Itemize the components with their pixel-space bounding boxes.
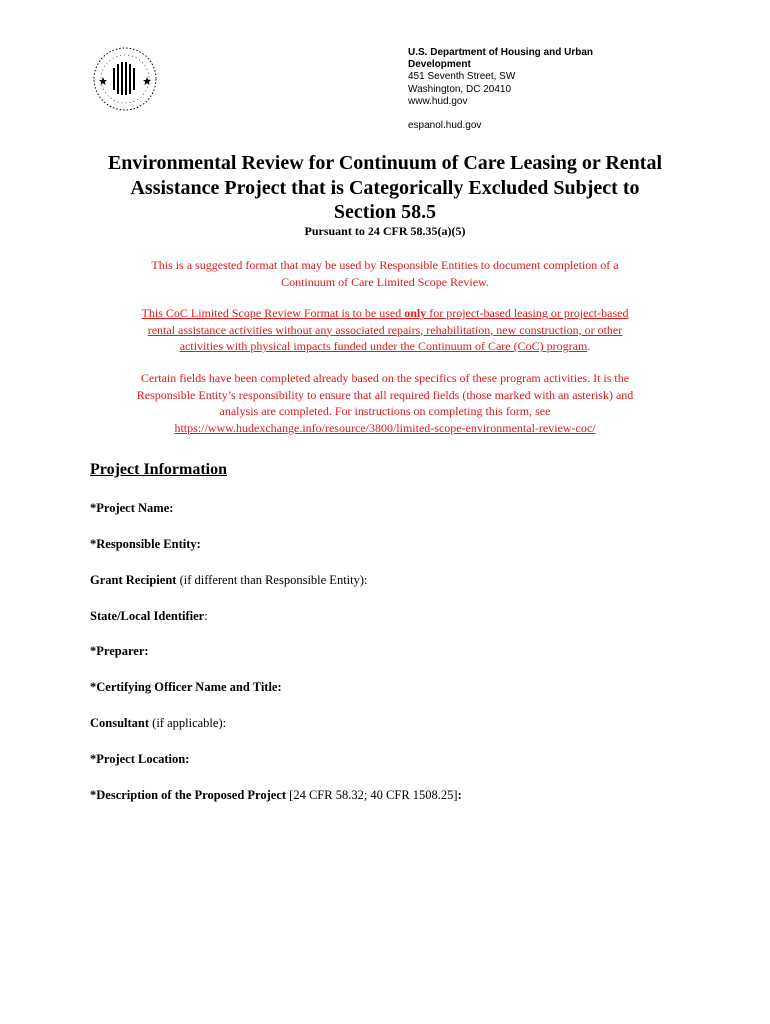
field-label: *Project Name: — [90, 501, 174, 515]
note-line — [90, 338, 680, 355]
title-line1: Environmental Review for Continuum of Care Leasing or Rental — [107, 152, 663, 174]
document-title — [60, 151, 710, 225]
responsible-entity-field — [90, 537, 201, 552]
field-note: : — [457, 788, 462, 802]
note-text: This CoC Limited Scope Review Format is to be used — [141, 306, 405, 320]
scope-note — [90, 305, 680, 355]
document-subtitle: Pursuant to 24 CFR 58.35(a)(5) — [304, 224, 466, 238]
title-line3: Section 58.5 — [333, 201, 437, 223]
field-label: *Project Location: — [90, 752, 190, 766]
field-label: *Responsible Entity: — [90, 537, 201, 551]
field-note: (if different than Responsible Entity): — [176, 573, 368, 587]
title-line2: Assistance Project that is Categorically Excluded Subject to — [130, 176, 640, 199]
city-address: Washington, DC 20410 — [408, 83, 512, 95]
field-label: *Description of the Proposed Project — [90, 788, 287, 802]
suggested-format-note — [90, 257, 680, 290]
required-fields-note — [90, 370, 680, 436]
field-note: : — [204, 609, 208, 623]
street-address: 451 Seventh Street, SW — [408, 71, 516, 83]
department-name-line1: U.S. Department of Housing and Urban — [408, 47, 594, 58]
note-emphasis: only — [404, 306, 427, 320]
instructions-link[interactable]: https://www.hudexchange.info/resource/3800/limited-scope-environmental-review-coc/ — [174, 420, 596, 435]
hud-seal-icon — [92, 46, 158, 112]
grant-recipient-field — [90, 573, 368, 588]
note-line: This is a suggested format that may be used by Responsible Entities to document completion of a — [151, 258, 619, 272]
note-text: for project-based leasing or project-based — [426, 306, 629, 320]
field-note: (if applicable): — [149, 716, 227, 730]
preparer-field — [90, 644, 149, 659]
note-line: rental assistance activities without any associated repairs, rehabilitation, new construction, or other — [147, 322, 623, 337]
project-name-field — [90, 501, 173, 516]
project-location-field — [90, 752, 189, 767]
certifying-officer-field — [90, 680, 282, 695]
field-label: *Certifying Officer Name and Title: — [90, 680, 282, 694]
note-line: Continuum of Care Limited Scope Review. — [281, 274, 489, 289]
department-name-line2: Development — [408, 59, 471, 71]
note-text: . — [587, 339, 591, 354]
field-label: *Preparer: — [90, 644, 149, 658]
note-text: activities with physical impacts funded under the Continuum of Care (CoC) program — [179, 339, 588, 354]
note-line — [90, 305, 680, 322]
project-description-field — [90, 788, 462, 803]
website-link[interactable]: www.hud.gov — [408, 95, 468, 107]
state-local-identifier-field — [90, 609, 208, 624]
field-label: State/Local Identifier — [90, 609, 205, 623]
note-line: analysis are completed. For instructions on completing this form, see — [219, 404, 551, 419]
field-note: [24 CFR 58.32; 40 CFR 1508.25] — [286, 788, 458, 802]
note-line: Certain fields have been completed already based on the specifics of these program activities. It is the — [140, 371, 630, 385]
department-address-block — [408, 47, 628, 132]
note-line: Responsible Entity’s responsibility to ensure that all required fields (those marked with an asterisk) and — [136, 387, 634, 402]
field-label: Grant Recipient — [90, 573, 177, 587]
consultant-field — [90, 716, 226, 731]
field-label: Consultant — [90, 716, 150, 730]
spanish-website-link[interactable]: espanol.hud.gov — [408, 120, 482, 132]
project-information-heading: Project Information — [90, 461, 227, 478]
